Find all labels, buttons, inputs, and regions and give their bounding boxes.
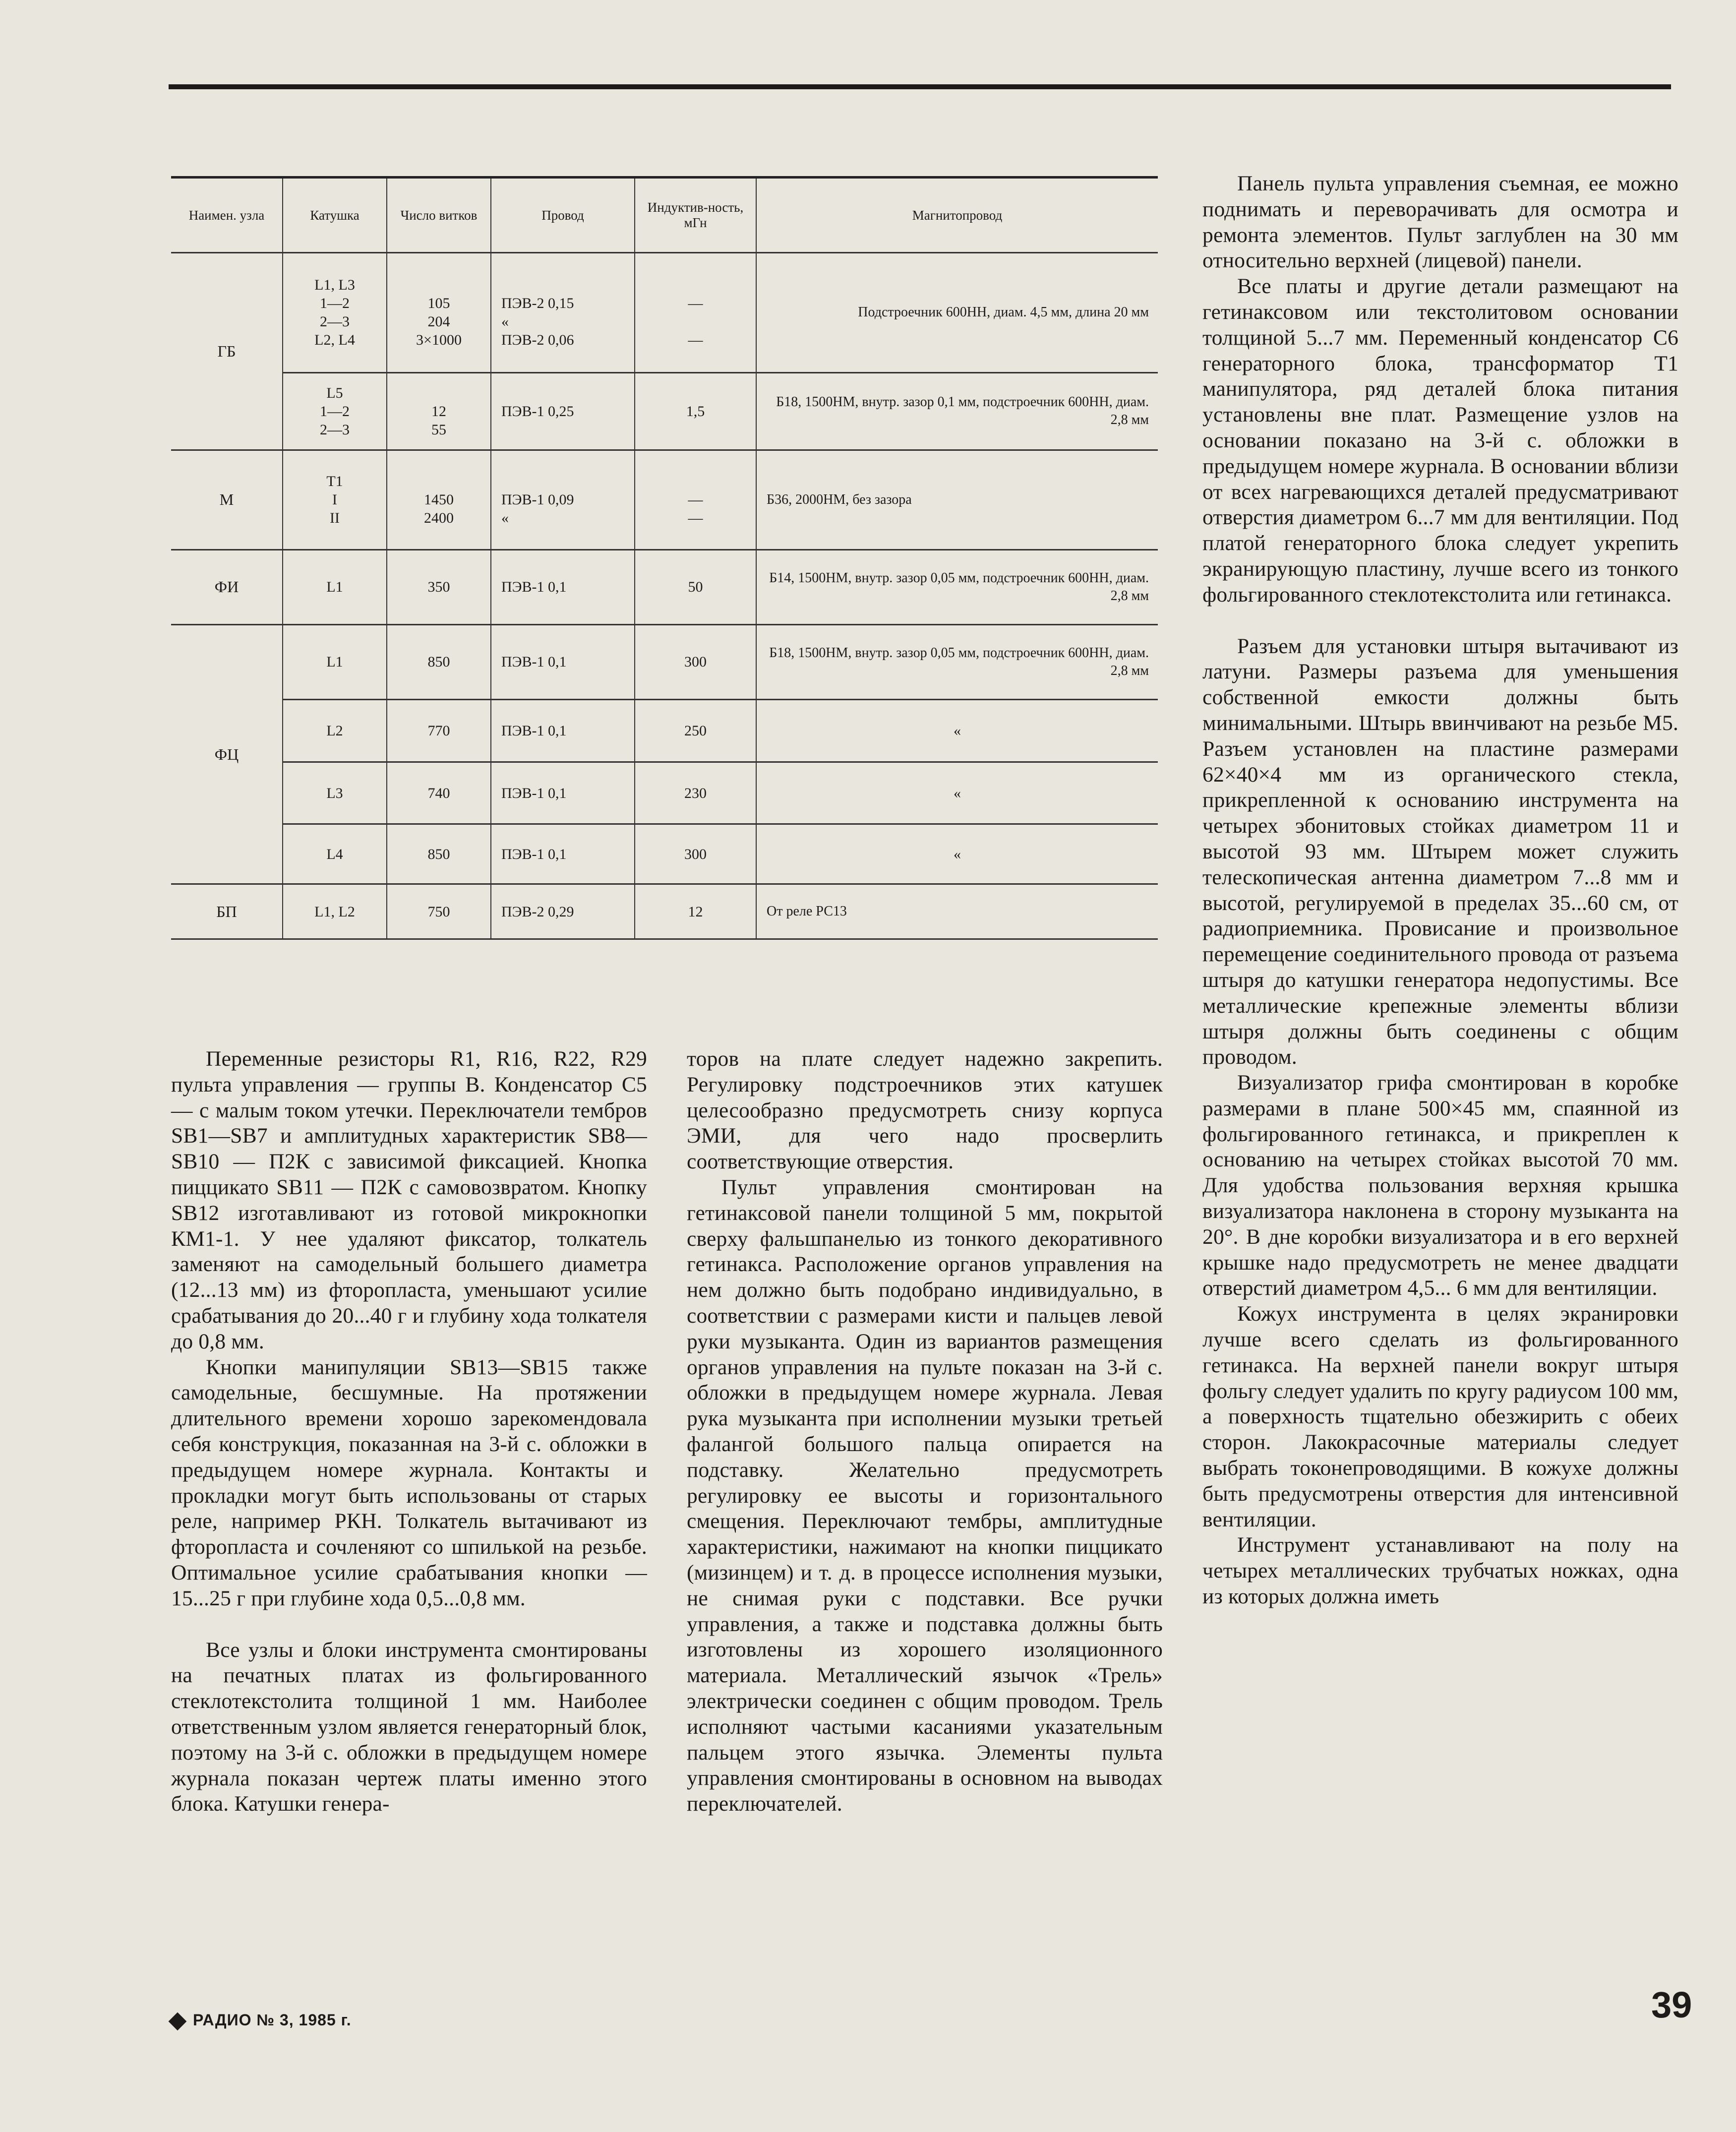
text-column-right [1202,171,1678,1610]
paragraph: Все узлы и блоки инструмента смонтированы на печатных платах из фольгированного стеклотекстолита толщиной 1 мм. Наиболее ответственным узлом является генераторный блок, поэтому на 3-й с. обложки в предыдущем номере журнала показан чертеж платы именно этого блока. Катушки генера- [171,1638,647,1816]
unit-cell: ФИ [171,549,283,624]
table-row [171,624,1158,699]
diamond-icon [169,2012,187,2030]
header-unit: Наимен. узла [171,178,283,253]
wire-cell: ПЭВ-1 0,1 [491,762,635,824]
paragraph: торов на плате следует надежно закрепить. Регулировку подстроечников этих катушек целесообразно предусмотреть снизу корпуса ЭМИ, для чего надо просверлить соответствующие отверстия. [687,1047,1163,1174]
paragraph: Все платы и другие детали размещают на гетинаксовом или текстолитовом основании толщиной 5...7 мм. Переменный конденсатор С6 генераторного блока, трансформатор Т1 манипулятора, ряд деталей блока питания установлены вне плат. Размещение узлов на основании показано на 3-й с. обложки в предыдущем номере журнала. В основании вблизи от всех нагревающихся деталей предусматривают отверстия диаметром 6...7 мм для вентиляции. Под платой генераторного блока следует укрепить экранирующую пластину, лучше всего из тонкого фольгированного стеклотекстолита или гетинакса. [1202,274,1678,607]
journal-footer [171,2011,352,2029]
header-wire: Провод [491,178,635,253]
turns-cell: 12 55 [387,372,491,450]
table-row [171,372,1158,450]
inductance-cell: — — [635,450,756,549]
core-cell: От реле РС13 [756,884,1158,939]
table-header-row [171,178,1158,253]
paragraph: Панель пульта управления съемная, ее можно поднимать и переворачивать для осмотра и ремонта элементов. Пульт заглублен на 30 мм относительно верхней (лицевой) панели. [1202,172,1678,273]
paragraph: Переменные резисторы R1, R16, R22, R29 пульта управления — группы В. Конденсатор С5 — с малым током утечки. Переключатели тембров SB1—SB7 и амплитудных характеристик SB8—SB10 — П2К с зависимой фиксацией. Кнопка пиццикато SB11 — П2К с самовозвратом. Кнопку SB12 изготавливают из готовой микрокнопки КМ1-1. У нее удаляют фиксатор, толкатель заменяют на самодельный большего диаметра (12...13 мм) из фторопласта, уменьшают усилие срабатывания до 20...40 г и глубину хода толкателя до 0,8 мм. [171,1047,647,1353]
wire-cell: ПЭВ-1 0,1 [491,699,635,762]
table-row [171,450,1158,549]
unit-cell: БП [171,884,283,939]
wire-cell: ПЭВ-1 0,1 [491,549,635,624]
inductance-cell: 250 [635,699,756,762]
coil-cell: L1 [283,624,387,699]
coil-spec-table [171,176,1158,940]
wire-cell: ПЭВ-1 0,25 [491,372,635,450]
turns-cell: 105 204 3×1000 [387,253,491,373]
table-row [171,549,1158,624]
core-cell: Б36, 2000НМ, без зазора [756,450,1158,549]
inductance-cell: 300 [635,624,756,699]
core-cell: « [756,824,1158,884]
text-column-left [171,1046,647,1817]
header-coil: Катушка [283,178,387,253]
coil-cell: L1 [283,549,387,624]
inductance-cell: 300 [635,824,756,884]
core-cell: « [756,699,1158,762]
text-column-middle [687,1046,1163,1817]
unit-cell: ГБ [171,253,283,450]
core-cell: Б14, 1500НМ, внутр. зазор 0,05 мм, подстроечник 600НН, диам. 2,8 мм [756,549,1158,624]
coil-cell: L5 1—2 2—3 [283,372,387,450]
coil-cell: L1, L2 [283,884,387,939]
table-row [171,824,1158,884]
table-row [171,884,1158,939]
paragraph: Кожух инструмента в целях экранировки лучше всего сделать из фольгированного гетинакса. На верхней панели вокруг штыря фольгу следует удалить по кругу радиусом 100 мм, а поверхность тщательно обезжирить с обеих сторон. Лакокрасочные материалы следует выбрать токонепроводящими. В кожухе должны быть предусмотрены отверстия для интенсивной вентиляции. [1202,1302,1678,1531]
paragraph: Пульт управления смонтирован на гетинаксовой панели толщиной 5 мм, покрытой сверху фальшпанелью из тонкого декоративного гетинакса. Расположение органов управления на нем должно быть подобрано индивидуально, в соответствии с размерами кисти и пальцев левой руки музыканта. Один из вариантов размещения органов управления на пульте показан на 3-й с. обложки в предыдущем номере журнала. Левая рука музыканта при исполнении музыки третьей фалангой большого пальца опирается на подставку. Желательно предусмотреть регулировку ее высоты и горизонтального смещения. Переключают тембры, амплитудные характеристики, нажимают на кнопки пиццикато (мизинцем) и т. д. в процессе исполнения музыки, не снимая руки с подставки. Все ручки управления, а также и подставка должны быть изготовлены из хорошего изоляционного материала. Металлический язычок «Трель» электрически соединен с общим проводом. Трель исполняют частыми касаниями указательным пальцем этого язычка. Элементы пульта управления смонтированы в основном на выводах переключателей. [687,1175,1163,1816]
inductance-cell: 12 [635,884,756,939]
core-cell: Подстроечник 600НН, диам. 4,5 мм, длина 20 мм [756,253,1158,373]
inductance-cell: 1,5 [635,372,756,450]
turns-cell: 350 [387,549,491,624]
wire-cell: ПЭВ-1 0,1 [491,824,635,884]
wire-cell: ПЭВ-1 0,09 « [491,450,635,549]
table-row [171,253,1158,373]
header-core: Магнитопровод [756,178,1158,253]
paragraph: Инструмент устанавливают на полу на четырех металлических трубчатых ножках, одна из которых должна иметь [1202,1533,1678,1609]
inductance-cell: — — [635,253,756,373]
wire-cell: ПЭВ-2 0,29 [491,884,635,939]
turns-cell: 740 [387,762,491,824]
coil-cell: T1 I II [283,450,387,549]
inductance-cell: 50 [635,549,756,624]
coil-cell: L1, L3 1—2 2—3 L2, L4 [283,253,387,373]
coil-cell: L2 [283,699,387,762]
unit-cell: ФЦ [171,624,283,884]
turns-cell: 770 [387,699,491,762]
journal-issue: РАДИО № 3, 1985 г. [193,2011,352,2029]
unit-cell: М [171,450,283,549]
wire-cell: ПЭВ-2 0,15 « ПЭВ-2 0,06 [491,253,635,373]
paragraph: Кнопки манипуляции SB13—SB15 также самодельные, бесшумные. На протяжении длительного времени хорошо зарекомендовала себя конструкция, показанная на 3-й с. обложки в предыдущем номере журнала. Контакты и прокладки могут быть использованы от старых реле, например РКН. Толкатель вытачивают из фторопласта и сочленяют со шпилькой на резьбе. Оптимальное усилие срабатывания кнопки — 15...25 г при глубине хода 0,5...0,8 мм. [171,1355,647,1610]
page-number: 39 [1651,1984,1692,2025]
core-cell: Б18, 1500НМ, внутр. зазор 0,05 мм, подстроечник 600НН, диам. 2,8 мм [756,624,1158,699]
turns-cell: 850 [387,624,491,699]
turns-cell: 850 [387,824,491,884]
turns-cell: 1450 2400 [387,450,491,549]
table-row [171,762,1158,824]
core-cell: Б18, 1500НМ, внутр. зазор 0,1 мм, подстроечник 600НН, диам. 2,8 мм [756,372,1158,450]
header-turns: Число витков [387,178,491,253]
core-cell: « [756,762,1158,824]
coil-cell: L3 [283,762,387,824]
turns-cell: 750 [387,884,491,939]
inductance-cell: 230 [635,762,756,824]
header-inductance: Индуктив-ность, мГн [635,178,756,253]
top-rule [169,84,1671,89]
paragraph: Разъем для установки штыря вытачивают из латуни. Размеры разъема для уменьшения собственной емкости должны быть минимальными. Штырь ввинчивают на резьбе М5. Разъем установлен на пластине размерами 62×40×4 мм из органического стекла, прикрепленной к основанию инструмента на четырех эбонитовых стойках диаметром 11 и высотой 93 мм. Штырем может служить телескопическая антенна диаметром 7...8 мм и высотой, регулируемой в пределах 35...60 см, от радиоприемника. Провисание и произвольное перемещение соединительного провода от разъема штыря до катушки генератора недопустимы. Все металлические крепежные элементы вблизи штыря должны быть соединены с общим проводом. [1202,634,1678,1069]
wire-cell: ПЭВ-1 0,1 [491,624,635,699]
table-row [171,699,1158,762]
paragraph: Визуализатор грифа смонтирован в коробке размерами в плане 500×45 мм, спаянной из фольгированного гетинакса, и прикреплен к основанию на четырех стойках высотой 70 мм. Для удобства пользования верхняя крышка визуализатора наклонена в сторону музыканта на 20°. В дне коробки визуализатора и в его верхней крышке надо предусмотреть не менее двадцати отверстий диаметром 4,5... 6 мм для вентиляции. [1202,1071,1678,1300]
coil-cell: L4 [283,824,387,884]
